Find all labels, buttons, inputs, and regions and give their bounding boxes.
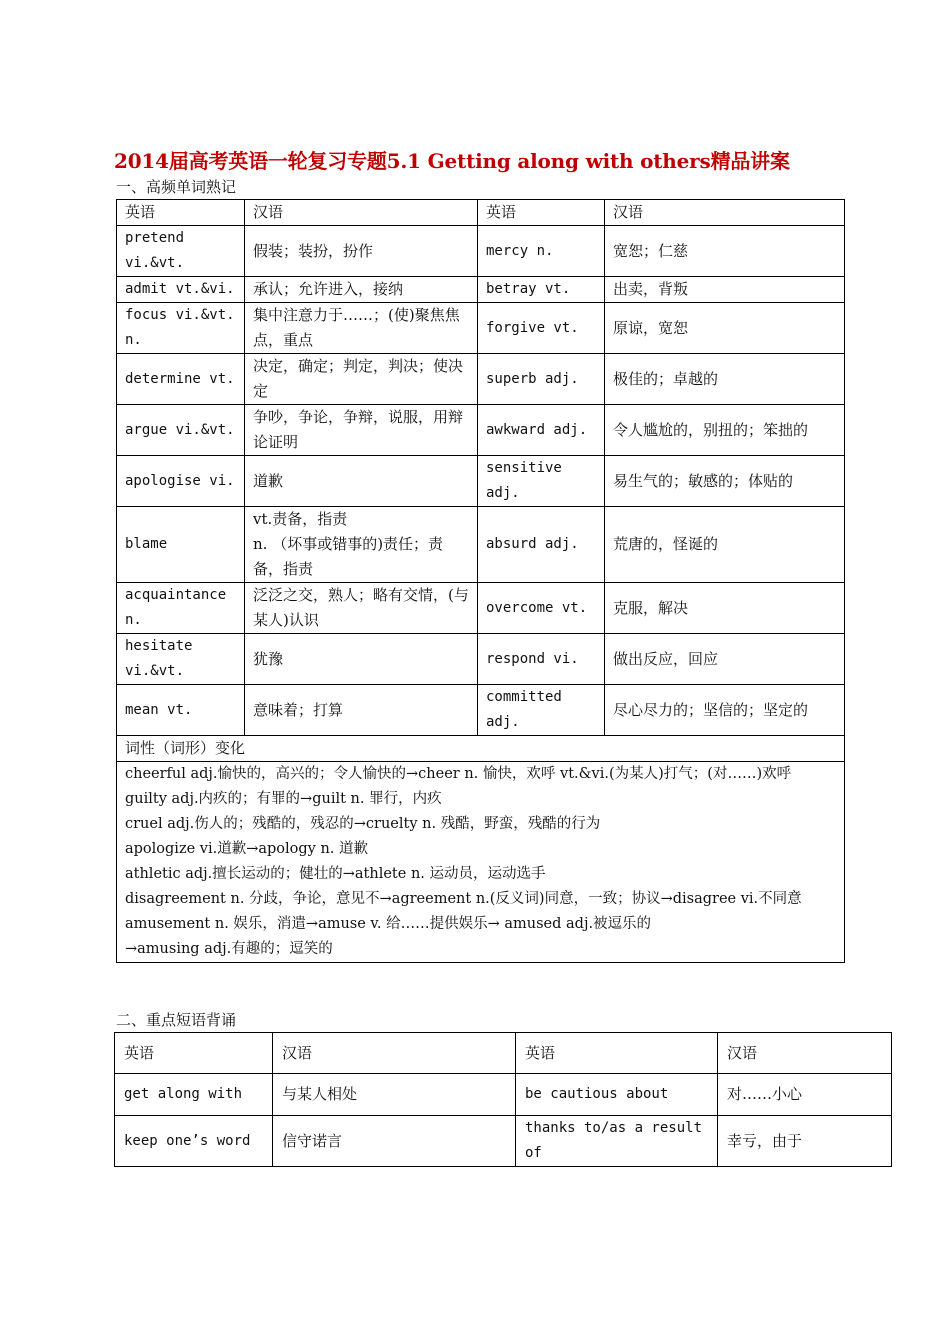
phrase-row — [115, 1116, 892, 1167]
section-heading-phrases: 二、重点短语背诵 — [116, 1011, 237, 1029]
vocab-english: betray vt. — [478, 277, 605, 303]
vocab-english: mercy n. — [478, 226, 605, 277]
vocab-english: superb adj. — [478, 354, 605, 405]
vocab-chinese: 集中注意力于……；(使)聚焦焦点，重点 — [245, 303, 478, 354]
vocab-chinese: 意味着；打算 — [245, 685, 478, 736]
vocab-row — [117, 405, 845, 456]
vocab-row — [117, 354, 845, 405]
vocab-english: acquaintance n. — [117, 583, 245, 634]
vocab-chinese: 出卖，背叛 — [605, 277, 845, 303]
phrase-english: get along with — [115, 1074, 273, 1116]
vocab-english: admit vt.&vi. — [117, 277, 245, 303]
vocab-header-cn2: 汉语 — [605, 200, 845, 226]
phrase-chinese: 与某人相处 — [273, 1074, 516, 1116]
vocab-english: mean vt. — [117, 685, 245, 736]
phrase-english: thanks to/as a result of — [516, 1116, 718, 1167]
phrase-header-cn2: 汉语 — [718, 1033, 892, 1074]
vocab-row — [117, 226, 845, 277]
vocab-english: apologise vi. — [117, 456, 245, 507]
vocab-english: focus vi.&vt. n. — [117, 303, 245, 354]
vocab-english: committed adj. — [478, 685, 605, 736]
vocab-chinese: 极佳的；卓越的 — [605, 354, 845, 405]
vocab-row — [117, 456, 845, 507]
vocab-chinese: 原谅，宽恕 — [605, 303, 845, 354]
vocab-english: blame — [117, 507, 245, 583]
vocab-header-en1: 英语 — [117, 200, 245, 226]
vocab-english: forgive vt. — [478, 303, 605, 354]
phrase-row — [115, 1074, 892, 1116]
vocab-english: awkward adj. — [478, 405, 605, 456]
vocab-chinese: vt.责备，指责 n. （坏事或错事的)责任；责备，指责 — [245, 507, 478, 583]
vocab-header-cn1: 汉语 — [245, 200, 478, 226]
vocab-row — [117, 277, 845, 303]
vocab-english: overcome vt. — [478, 583, 605, 634]
vocab-row — [117, 583, 845, 634]
wordform-line: cruel adj.伤人的；残酷的，残忍的→cruelty n. 残酷，野蛮，残酷的行为 — [125, 816, 601, 832]
vocab-chinese: 道歉 — [245, 456, 478, 507]
wordform-line: guilty adj.内疚的；有罪的→guilt n. 罪行，内疚 — [125, 791, 442, 807]
wordform-line: athletic adj.擅长运动的；健壮的→athlete n. 运动员，运动选手 — [125, 866, 546, 882]
phrase-header-en1: 英语 — [115, 1033, 273, 1074]
vocab-chinese: 犹豫 — [245, 634, 478, 685]
vocab-table — [116, 199, 845, 963]
wordform-line: disagreement n. 分歧，争论，意见不→agreement n.(反义词)同意，一致；协议→disagree vi.不同意 — [125, 891, 802, 907]
wordform-line: apologize vi.道歉→apology n. 道歉 — [125, 841, 369, 857]
vocab-english: respond vi. — [478, 634, 605, 685]
vocab-chinese: 承认；允许进入，接纳 — [245, 277, 478, 303]
phrase-english: keep one’s word — [115, 1116, 273, 1167]
wordform-header-row — [117, 736, 845, 762]
section-heading-vocab: 一、高频单词熟记 — [116, 178, 237, 196]
wordform-header: 词性（词形）变化 — [117, 736, 845, 762]
vocab-header-en2: 英语 — [478, 200, 605, 226]
vocab-header-row — [117, 200, 845, 226]
vocab-row — [117, 507, 845, 583]
wordform-line: →amusing adj.有趣的；逗笑的 — [125, 941, 333, 957]
vocab-chinese: 宽恕；仁慈 — [605, 226, 845, 277]
vocab-row — [117, 634, 845, 685]
vocab-chinese: 令人尴尬的，别扭的；笨拙的 — [605, 405, 845, 456]
phrase-header-row — [115, 1033, 892, 1074]
vocab-chinese: 争吵，争论，争辩，说服，用辩论证明 — [245, 405, 478, 456]
vocab-english: argue vi.&vt. — [117, 405, 245, 456]
phrase-english: be cautious about — [516, 1074, 718, 1116]
vocab-english: sensitive adj. — [478, 456, 605, 507]
vocab-chinese: 克服，解决 — [605, 583, 845, 634]
vocab-chinese: 决定，确定；判定，判决；使决定 — [245, 354, 478, 405]
document-title: 2014届高考英语一轮复习专题5.1 Getting along with others精品讲案 — [114, 149, 790, 173]
phrase-chinese: 信守诺言 — [273, 1116, 516, 1167]
vocab-english: pretend vi.&vt. — [117, 226, 245, 277]
vocab-chinese: 泛泛之交，熟人；略有交情，(与某人)认识 — [245, 583, 478, 634]
vocab-chinese: 假装；装扮，扮作 — [245, 226, 478, 277]
phrase-chinese: 对……小心 — [718, 1074, 892, 1116]
phrase-chinese: 幸亏，由于 — [718, 1116, 892, 1167]
wordform-line: amusement n. 娱乐，消遣→amuse v. 给……提供娱乐→ amused adj.被逗乐的 — [125, 916, 652, 932]
phrase-table — [114, 1032, 892, 1167]
vocab-english: absurd adj. — [478, 507, 605, 583]
vocab-chinese: 尽心尽力的；坚信的；坚定的 — [605, 685, 845, 736]
wordform-line: cheerful adj.愉快的，高兴的；令人愉快的→cheer n. 愉快，欢呼 vt.&vi.(为某人)打气；(对……)欢呼 — [125, 766, 792, 782]
vocab-row — [117, 303, 845, 354]
vocab-english: determine vt. — [117, 354, 245, 405]
phrase-header-en2: 英语 — [516, 1033, 718, 1074]
vocab-chinese: 荒唐的，怪诞的 — [605, 507, 845, 583]
phrase-header-cn1: 汉语 — [273, 1033, 516, 1074]
vocab-chinese: 易生气的；敏感的；体贴的 — [605, 456, 845, 507]
vocab-english: hesitate vi.&vt. — [117, 634, 245, 685]
wordform-cell — [117, 762, 845, 963]
vocab-chinese: 做出反应，回应 — [605, 634, 845, 685]
vocab-row — [117, 685, 845, 736]
wordform-row — [117, 762, 845, 963]
